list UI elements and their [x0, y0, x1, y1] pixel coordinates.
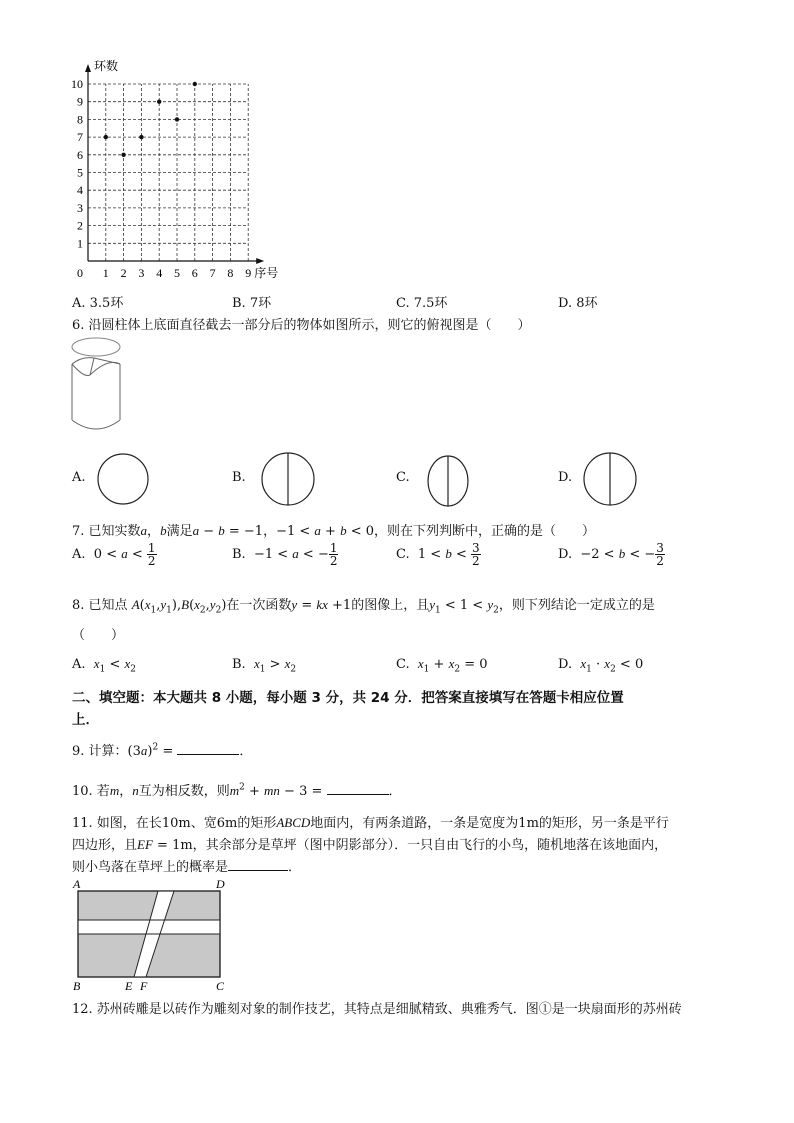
q7-option-b: B. −1 < a < − $\frac{1}{2}$: [232, 541, 338, 568]
y-tick-label: 4: [77, 183, 83, 198]
x-tick-label: 6: [191, 266, 198, 280]
q7-option-a: A. 0 < a < $\frac{1}{2}$: [72, 541, 156, 568]
q8-answer-paren: （ ）: [72, 628, 125, 643]
q11-rectangle-figure: [70, 876, 240, 992]
y-tick-label: 6: [77, 147, 83, 162]
q10-stem: 10. 若m，n互为相反数，则$m^2$ + mn − 3 = ．: [72, 782, 402, 799]
q8-option-a: A. $x_1 < x_2$: [72, 656, 136, 675]
data-point: [157, 100, 161, 104]
x-tick-label: 7: [209, 266, 216, 280]
q11-label-a: A: [73, 877, 81, 891]
q11-line1: 11. 如图，在长10m、宽6m的矩形ABCD地面内，有两条道路，一条是宽度为1m的矩形，另一条是平行: [72, 815, 669, 831]
q6-option-b-circle-split: [260, 451, 316, 507]
q5-option-a: A. 3.5环: [72, 296, 124, 311]
x-tick-label: 3: [138, 266, 145, 280]
y-tick-label: 2: [77, 218, 83, 233]
y-axis-label: 环数: [94, 59, 119, 73]
y-tick-label: 1: [77, 236, 83, 251]
q8-stem: 8. 已知点 $A(x_1,y_1),B(x_2,y_2)$在一次函数y = kx +1的图像上，且$y_1 < 1 < y_2$，则下列结论一定成立的是: [72, 597, 655, 616]
q9-stem: 9. 计算：$(3a)^2$ = ．: [72, 742, 253, 759]
q8-option-b: B. $x_1 > x_2$: [232, 656, 297, 675]
q6-option-d-circle-split: [582, 451, 638, 507]
data-point: [104, 135, 108, 139]
q6-solid-figure: [68, 334, 128, 432]
data-point: [175, 117, 179, 121]
data-point: [193, 82, 197, 86]
y-tick-label: 8: [77, 112, 83, 127]
origin-label: 0: [77, 266, 83, 280]
q11-label-e: E: [125, 979, 133, 992]
x-tick-label: 2: [120, 266, 127, 280]
y-tick-label: 10: [71, 77, 83, 91]
q5-option-c: C. 7.5环: [396, 296, 448, 311]
x-tick-label: 1: [102, 266, 109, 280]
q11-line3: 则小鸟落在草坪上的概率是 ．: [72, 860, 302, 875]
q7-stem: 7. 已知实数a，b满足a − b = −1，−1 < a + b < 0，则在下列判断中，正确的是（ ）: [72, 523, 596, 539]
q6-option-c-ellipse-split: [426, 454, 470, 508]
q11-label-c: C: [216, 979, 225, 992]
q11-line2: 四边形，且EF = 1m，其余部分是草坪（图中阴影部分）．一只自由飞行的小鸟，随机地落在该地面内，: [72, 837, 668, 853]
q11-label-d: D: [216, 877, 225, 891]
q5-scatter-chart: [60, 58, 300, 290]
x-tick-label: 5: [174, 266, 180, 280]
x-axis-arrow: [256, 258, 264, 264]
q6-stem: 6. 沿圆柱体上底面直径截去一部分后的物体如图所示，则它的俯视图是（ ）: [72, 318, 531, 333]
data-point: [121, 153, 125, 157]
q7-option-c: C. 1 < b < $\frac{3}{2}$: [396, 541, 480, 568]
q8-option-c: C. $x_1 + x_2 = 0$: [396, 656, 488, 675]
q6-option-b-label: B.: [232, 470, 246, 485]
q12-line1: 12. 苏州砖雕是以砖作为雕刻对象的制作技艺，其特点是细腻精致、典雅秀气．图①是一块扇面形的苏州砖: [72, 1002, 682, 1017]
q8-option-d: D. $x_1 \cdot x_2 < 0$: [558, 656, 644, 675]
x-axis-label: 序号: [254, 266, 279, 280]
y-axis-arrow: [85, 64, 91, 72]
q7-option-d: D. −2 < b < − $\frac{3}{2}$: [558, 541, 664, 568]
q6-option-d-label: D.: [558, 470, 573, 485]
q5-option-b: B. 7环: [232, 296, 272, 311]
y-tick-label: 9: [77, 94, 83, 109]
q11-label-f: F: [140, 979, 148, 992]
data-point: [139, 135, 143, 139]
y-tick-label: 5: [77, 165, 83, 180]
q6-option-a-circle: [96, 452, 150, 506]
section2-heading-line2: 上．: [72, 712, 99, 728]
section2-heading-line1: 二、填空题：本大题共 8 小题，每小题 3 分，共 24 分．把答案直接填写在答题卡相应位置: [72, 690, 624, 706]
y-tick-label: 7: [77, 130, 83, 145]
q5-option-d: D. 8环: [558, 296, 598, 311]
y-tick-label: 3: [77, 200, 83, 215]
q11-label-b: B: [73, 979, 81, 992]
x-tick-label: 4: [156, 266, 163, 280]
q6-option-a-label: A.: [72, 470, 86, 485]
x-tick-label: 9: [245, 266, 252, 280]
x-tick-label: 8: [227, 266, 234, 280]
q6-option-c-label: C.: [396, 470, 410, 485]
